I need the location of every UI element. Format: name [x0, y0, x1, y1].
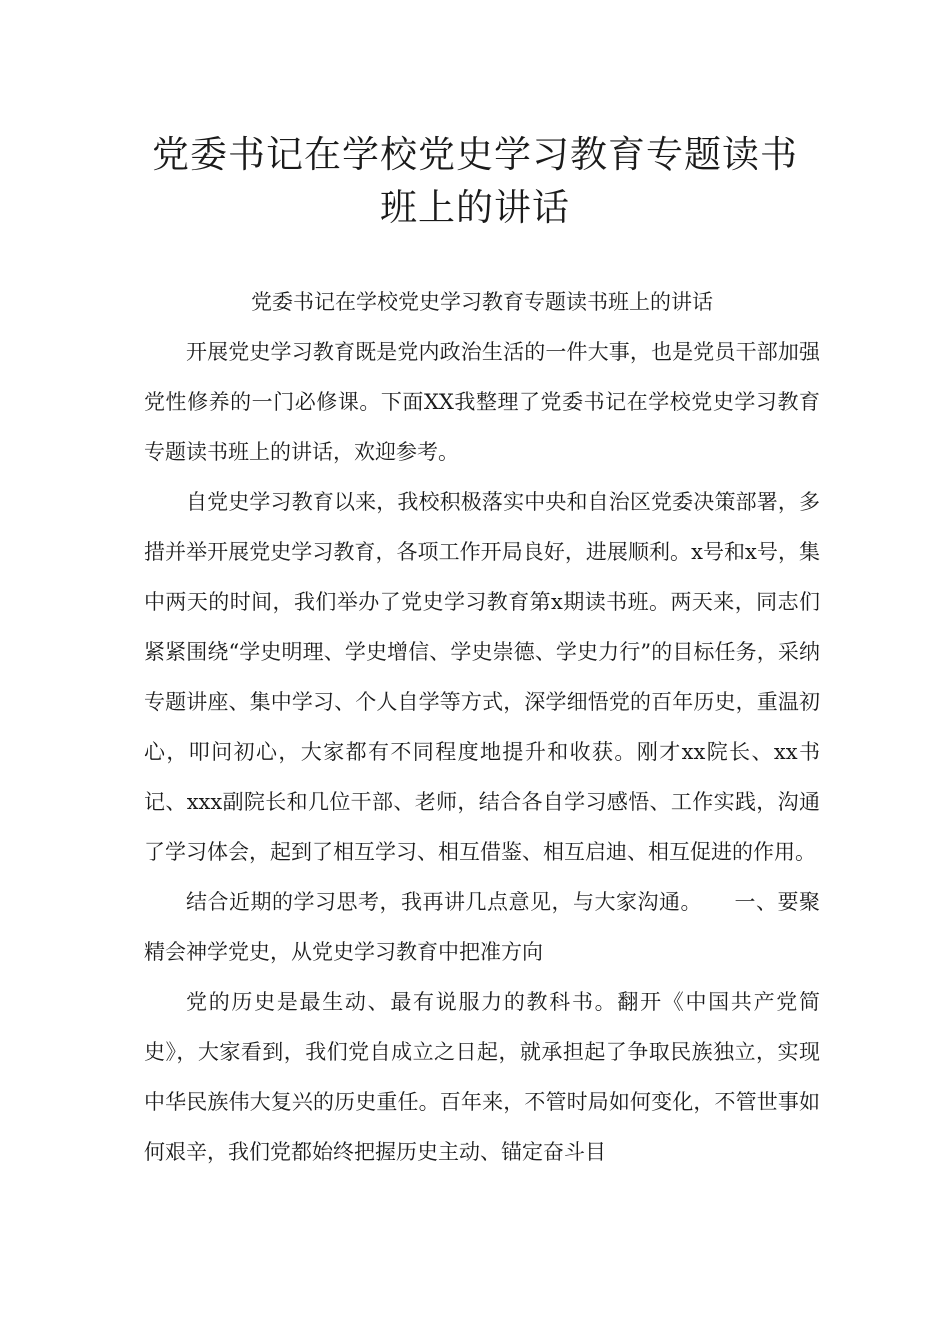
- paragraph-3: 结合近期的学习思考，我再讲几点意见，与大家沟通。 一、要聚精会神学党史，从党史学习教育中把准方向: [144, 890, 820, 964]
- title-line-1: 党委书记在学校党史学习教育专题读书: [152, 133, 798, 176]
- paragraph-2: 自党史学习教育以来，我校积极落实中央和自治区党委决策部署，多措并举开展党史学习教育，各项工作开局良好，进展顺利。x号和x号，集中两天的时间，我们举办了党史学习教育第x期读书班。两天来，同志们紧紧围绕“学史明理、学史增信、学史崇德、学史力行”的目标任务，采纳专题讲座、集中学习、个人自学等方式，深学细悟党的百年历史，重温初心，叩问初心，大家都有不同程度地提升和收获。刚才xx院长、xx书记、xxx副院长和几位干部、老师，结合各自学习感悟、工作实践，沟通了学习体会，起到了相互学习、相互借鉴、相互启迪、相互促进的作用。: [144, 490, 820, 864]
- title-line-2: 班上的讲话: [380, 186, 570, 229]
- paragraph-4: 党的历史是最生动、最有说服力的教科书。翻开《中国共产党简史》，大家看到，我们党自成立之日起，就承担起了争取民族独立，实现中华民族伟大复兴的历史重任。百年来，不管时局如何变化，不管世事如何艰辛，我们党都始终把握历史主动、锚定奋斗目: [144, 990, 820, 1164]
- document-body: [144, 277, 820, 1177]
- paragraph-1: 开展党史学习教育既是党内政治生活的一件大事，也是党员干部加强党性修养的一门必修课。下面XX我整理了党委书记在学校党史学习教育专题读书班上的讲话，欢迎参考。: [144, 340, 820, 464]
- document-subtitle: 党委书记在学校党史学习教育专题读书班上的讲话: [251, 290, 713, 314]
- document-title: [100, 128, 850, 234]
